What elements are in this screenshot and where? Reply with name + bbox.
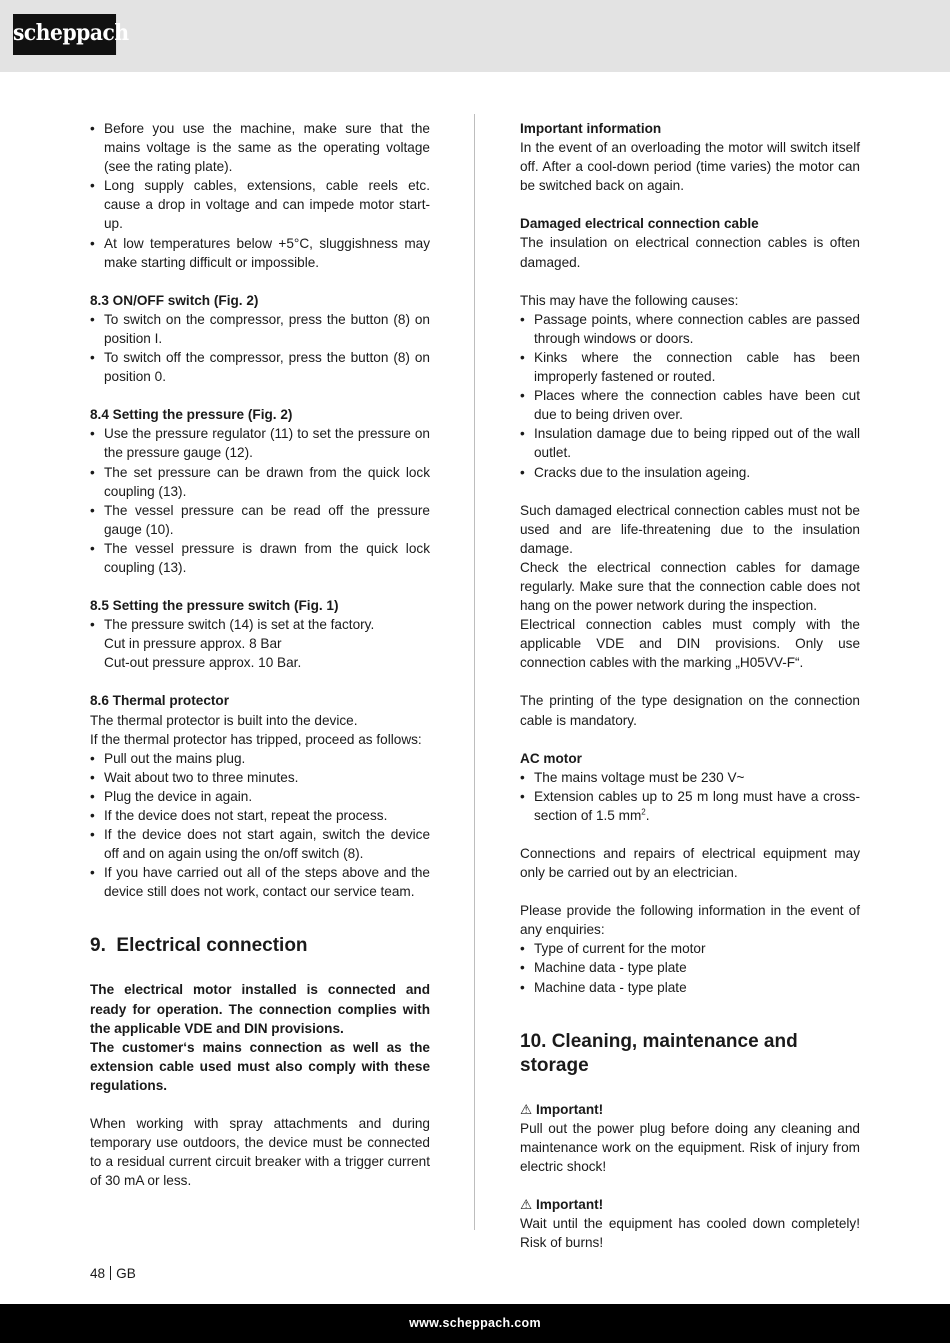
chapter-heading-9 <box>90 934 430 958</box>
paragraph: Check the electrical connection cables for damage regularly. Make sure that the connection cable does not hang on the power network during the inspection. <box>520 559 860 614</box>
paragraph: The insulation on electrical connection cables is often damaged. <box>520 235 860 270</box>
pressure-switch-line1: The pressure switch (14) is set at the factory. <box>104 617 375 633</box>
paragraph: When working with spray attachments and during temporary use outdoors, the device must be connected to a residual current circuit breaker with a trigger current of 30 mA or less. <box>90 1116 430 1189</box>
paragraph: This may have the following causes: <box>520 292 739 308</box>
onoff-bullet-list <box>90 310 430 386</box>
section-heading-8-3: 8.3 ON/OFF switch (Fig. 2) <box>90 292 259 308</box>
list-item: • Before you use the machine, make sure that the mains voltage is the same as the operating voltage (see the rating plate). <box>90 119 430 176</box>
chapter-title: Electrical connection <box>116 935 308 957</box>
chapter-heading-10 <box>520 1030 860 1078</box>
section-heading-8-4: 8.4 Setting the pressure (Fig. 2) <box>90 407 293 423</box>
page-footer <box>0 1304 950 1343</box>
separator <box>110 1266 111 1280</box>
pressure-switch-bullet-list <box>90 615 430 672</box>
cross-section-text: Extension cables up to 25 m long must have a cross-section of 1.5 mm <box>534 788 860 823</box>
paragraph: The printing of the type designation on the connection cable is mandatory. <box>520 693 860 728</box>
list-item <box>520 787 860 825</box>
list-item: • Insulation damage due to being ripped out of the wall outlet. <box>520 424 860 462</box>
list-item: • If the device does not start, repeat the process. <box>90 806 430 825</box>
paragraph: The electrical motor installed is connected and ready for operation. The connection complies with the applicable VDE and DIN provisions. <box>90 982 430 1036</box>
paragraph: Electrical connection cables must comply with the applicable VDE and DIN provisions. Only use connection cables with the marking „H05VV-F“. <box>520 617 860 671</box>
intro-bullet-list <box>90 119 430 272</box>
list-item: • Kinks where the connection cable has been improperly fastened or routed. <box>520 348 860 386</box>
list-item: • Wait about two to three minutes. <box>90 768 430 787</box>
list-item: • Machine data - type plate <box>520 978 860 997</box>
warning-icon: ⚠ <box>520 1197 533 1213</box>
chapter-number: 10. <box>520 1030 547 1052</box>
list-item: • Long supply cables, extensions, cable reels etc. cause a drop in voltage and can impede motor start-up. <box>90 176 430 233</box>
language-code: GB <box>116 1266 136 1281</box>
superscript: 2 <box>641 807 646 817</box>
paragraph: In the event of an overloading the motor will switch itself off. After a cool-down period (time varies) the motor can be switched back on again. <box>520 140 860 194</box>
paragraph: Please provide the following information in the event of any enquiries: <box>520 903 860 938</box>
section-heading-damaged-cable: Damaged electrical connection cable <box>520 216 759 232</box>
list-item: • Use the pressure regulator (11) to set the pressure on the pressure gauge (12). <box>90 424 430 462</box>
list-item: • To switch off the compressor, press the button (8) on position 0. <box>90 348 430 386</box>
period: . <box>645 807 650 823</box>
list-item: • The vessel pressure can be read off the pressure gauge (10). <box>90 501 430 539</box>
list-item: • Plug the device in again. <box>90 787 430 806</box>
list-item: • Pull out the mains plug. <box>90 749 430 768</box>
list-item: • The set pressure can be drawn from the quick lock coupling (13). <box>90 463 430 501</box>
chapter-title: Cleaning, maintenance and storage <box>520 1030 798 1076</box>
warning-title: Important! <box>535 1101 604 1117</box>
list-item: • Type of current for the motor <box>520 939 860 958</box>
causes-bullet-list <box>520 310 860 482</box>
column-divider <box>474 114 475 1230</box>
warning-title: Important! <box>535 1197 604 1213</box>
list-item: • Machine data - type plate <box>520 958 860 977</box>
paragraph: Pull out the power plug before doing any cleaning and maintenance work on the equipment. Risk of injury from electric shock! <box>520 1120 860 1174</box>
paragraph: If the thermal protector has tripped, proceed as follows: <box>90 731 422 747</box>
scheppach-logo: scheppach <box>13 14 116 55</box>
page-header <box>0 0 950 72</box>
pressure-switch-line3: Cut-out pressure approx. 10 Bar. <box>104 655 302 671</box>
warning-heading <box>520 1195 860 1214</box>
enquiry-bullet-list <box>520 939 860 996</box>
ac-motor-bullet-list <box>520 768 860 825</box>
paragraph: Wait until the equipment has cooled down completely! Risk of burns! <box>520 1216 860 1251</box>
section-heading-8-5: 8.5 Setting the pressure switch (Fig. 1) <box>90 598 339 614</box>
list-item: • If the device does not start again, switch the device off and on again using the on/off switch (8). <box>90 825 430 863</box>
list-item: • To switch on the compressor, press the button (8) on position I. <box>90 310 430 348</box>
section-heading-important-information: Important information <box>520 121 662 136</box>
list-item <box>90 615 430 672</box>
list-item: • Passage points, where connection cables are passed through windows or doors. <box>520 310 860 348</box>
page-number: 48 <box>90 1266 106 1281</box>
pressure-bullet-list <box>90 424 430 577</box>
left-column <box>90 119 430 1190</box>
section-heading-8-6: 8.6 Thermal protector <box>90 693 229 709</box>
list-item: • Places where the connection cables have been cut due to being driven over. <box>520 386 860 424</box>
section-heading-ac-motor: AC motor <box>520 750 582 766</box>
warning-heading <box>520 1100 860 1119</box>
right-column <box>520 119 860 1252</box>
paragraph: The customer‘s mains connection as well as the extension cable used must also comply with these regulations. <box>90 1039 430 1093</box>
list-item: • Cracks due to the insulation ageing. <box>520 463 860 482</box>
warning-icon: ⚠ <box>520 1101 533 1117</box>
paragraph: Such damaged electrical connection cables must not be used and are life-threatening due to the insulation damage. <box>520 502 860 556</box>
thermal-bullet-list <box>90 749 430 902</box>
paragraph: The thermal protector is built into the device. <box>90 712 358 728</box>
list-item: • The mains voltage must be 230 V~ <box>520 768 860 787</box>
website-url: www.scheppach.com <box>409 1316 541 1330</box>
paragraph: Connections and repairs of electrical equipment may only be carried out by an electrician. <box>520 846 860 881</box>
list-item: • If you have carried out all of the steps above and the device still does not work, contact our service team. <box>90 863 430 901</box>
list-item: • At low temperatures below +5°C, sluggishness may make starting difficult or impossible. <box>90 234 430 272</box>
pressure-switch-line2: Cut in pressure approx. 8 Bar <box>104 636 282 652</box>
list-item: • The vessel pressure is drawn from the quick lock coupling (13). <box>90 539 430 577</box>
chapter-number: 9. <box>90 935 106 957</box>
page-number-label <box>90 1264 136 1283</box>
